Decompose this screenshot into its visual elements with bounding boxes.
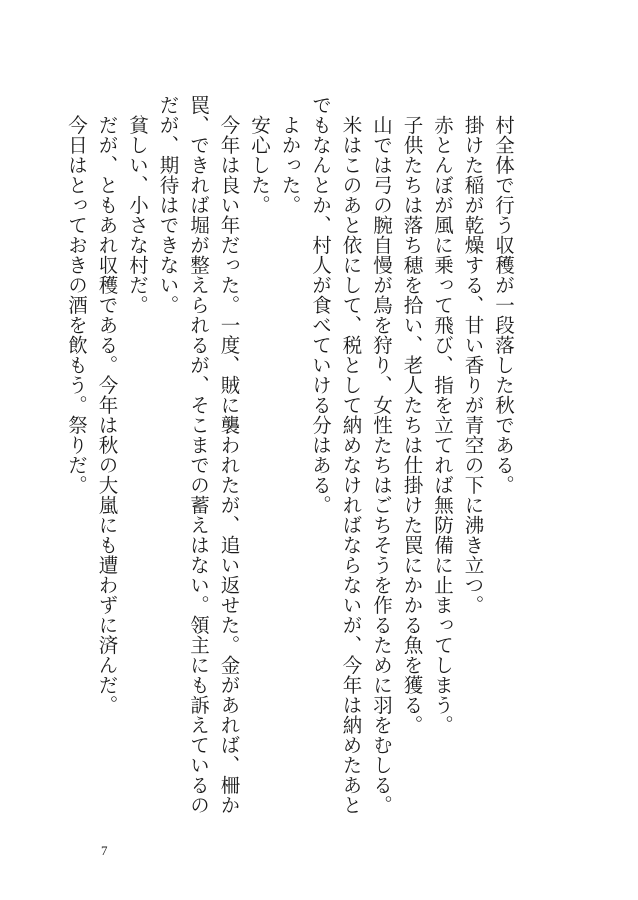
paragraph: 子供たちは落ち穂を拾い、老人たちは仕掛けた罠にかかる魚を獲る。 xyxy=(400,114,424,735)
paragraph: 貧しい、小さな村だ。 xyxy=(126,114,149,315)
paragraph: 村全体で行う収穫が一段落した秋である。 xyxy=(492,114,515,495)
paragraph: 山では弓の腕自慢が鳥を狩り、女性たちはごちそうを作るために羽をむしる。 xyxy=(370,114,393,815)
paragraph: 赤とんぼが風に乗って飛び、指を立てれば無防備に止まってしまう。 xyxy=(431,114,454,735)
paragraph: 米はこのあと依にして、税として納めなければならないが、今年は納めたあとでもなんとか、村人が食べていける分はある。 xyxy=(309,95,363,815)
paragraph: 安心した。 xyxy=(248,114,271,215)
page-number: 7 xyxy=(101,843,108,858)
body-text xyxy=(61,95,519,815)
paragraph: 掛けた稲が乾燥する、甘い香りが青空の下に沸き立つ。 xyxy=(461,114,485,615)
paragraph: 今日はとっておきの酒を飲もう。祭りだ。 xyxy=(65,114,88,495)
paragraph: よかった。 xyxy=(278,114,302,215)
paragraph: だが、ともあれ収穫である。今年は秋の大嵐にも遭わずに済んだ。 xyxy=(95,114,119,715)
paragraph: 今年は良い年だった。一度、賊に襲われたが、追い返せた。金があれば、柵か罠、できれば堀が整えられるが、そこまでの蓄えはない。領主にも訴えているのだが、期待はできない。 xyxy=(156,95,241,815)
